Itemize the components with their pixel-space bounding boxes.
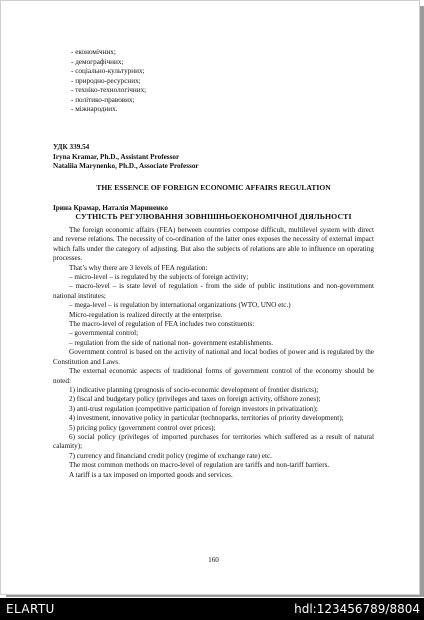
udk-code: УДК 339.54 bbox=[53, 143, 90, 151]
body-paragraph: The macro-level of regulation of FEA includes two constituents: bbox=[69, 320, 255, 329]
udk-block bbox=[53, 143, 199, 172]
body-paragraph: 3) anti-trust regulation (competitive participation of foreign investors in privatization); bbox=[69, 404, 318, 413]
body-paragraph: – mega-level – is regulation by international organizations (WTO, UNO etc.) bbox=[69, 301, 291, 310]
body-paragraph: The external economic aspects of traditional forms of government control of the economy should be noted: bbox=[53, 367, 374, 385]
bullet-list bbox=[71, 48, 146, 115]
body-paragraph: 1) indicative planning (prognosis of socio-economic development of frontier districts); bbox=[69, 385, 319, 394]
authors-ua: Ірина Крамар, Наталія Мариненко bbox=[53, 204, 168, 212]
body-paragraph: 5) pricing policy (government control over prices); bbox=[69, 423, 216, 432]
body-paragraph: That’s why there are 3 levels of FEA regulation: bbox=[69, 263, 208, 272]
list-item: - техніко-технологічних; bbox=[71, 86, 147, 94]
body-paragraph: The most common methods on macro-level of regulation are tariffs and non-tariff barriers. bbox=[69, 461, 330, 470]
author-line: Nataliia Marynenko, Ph.D., Associate Professor bbox=[53, 162, 199, 170]
body-paragraph: – regulation from the side of national non- government establishments. bbox=[69, 338, 273, 347]
list-item: - політико-правових; bbox=[71, 95, 135, 104]
body-paragraph: Government control is based on the activity of national and local bodies of power and is regulated by the Constitution and Laws. bbox=[53, 348, 374, 366]
body-paragraph: A tariff is a tax imposed on imported goods and services. bbox=[69, 470, 233, 479]
footer-bar bbox=[0, 598, 424, 620]
body-paragraph: 6) social policy (privileges of imported purchases for territories which suffered as a result of natural calamity); bbox=[53, 432, 374, 451]
author-line: Iryna Kramar, Ph.D., Assistant Professor bbox=[53, 152, 180, 161]
list-item: - економічних; bbox=[71, 48, 116, 56]
footer-handle: hdl:123456789/8804 bbox=[294, 602, 420, 616]
body-paragraph: 4) investment, innovative policy in particular (technoparks, territories of priority development); bbox=[69, 414, 344, 423]
body-paragraph: 7) currency and financiand credit policy (regime of exchange rate) etc. bbox=[69, 451, 272, 460]
body-paragraph: 2) fiscal and budgetary policy (privileges and taxes on foreign activity, offshore zones); bbox=[69, 395, 321, 404]
body-paragraph: – governmental control; bbox=[69, 329, 139, 338]
body-paragraph: Micro-regulation is realized directly at the enterprise. bbox=[69, 310, 223, 319]
body-paragraph: The foreign economic affairs (FEA) between countries compose difficult, multilevel system with direct and reverse relations. The necessity of co-ordination of the latter ones exposes the necessity of external impact which falls under the category of adjusting. But also the subjects of relations are able to influence on operating processes. bbox=[53, 226, 374, 263]
list-item: - міжнародних. bbox=[71, 105, 118, 113]
body-paragraph: – micro-level – is regulated by the subjects of foreign activity; bbox=[69, 273, 249, 282]
article-body bbox=[53, 226, 374, 480]
page-number: 160 bbox=[208, 556, 219, 564]
article-title-ua: СУТНІСТЬ РЕГУЛЮВАННЯ ЗОВНІШНЬОЕКОНОМІЧНОЇ ДІЯЛЬНОСТІ bbox=[75, 212, 352, 221]
list-item: - демографічних; bbox=[71, 57, 124, 66]
list-item: - природно-ресурсних; bbox=[71, 76, 141, 85]
body-paragraph: – macro-level – is state level of regulation - from the side of public institutions and non-government national institutes; bbox=[53, 282, 374, 300]
list-item: - соціально-культурних; bbox=[71, 67, 145, 75]
footer-repository-label: ELARTU bbox=[6, 602, 55, 616]
article-title-en: THE ESSENCE OF FOREIGN ECONOMIC AFFAIRS REGULATION bbox=[96, 183, 331, 192]
